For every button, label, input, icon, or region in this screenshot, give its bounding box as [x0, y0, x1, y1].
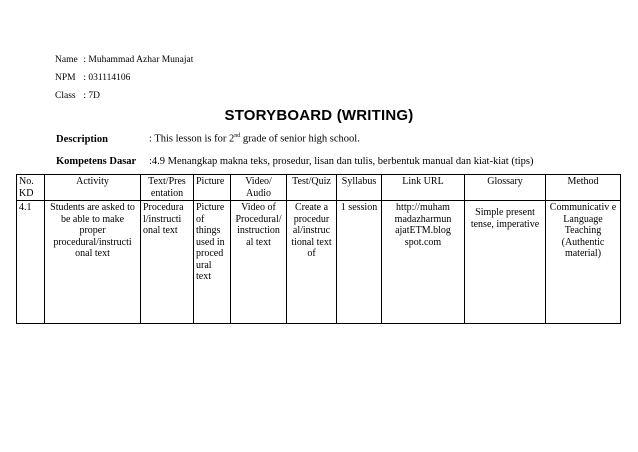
table-row — [17, 201, 621, 324]
name-line — [55, 55, 193, 65]
header-cell: Link URL — [382, 175, 465, 201]
header-cell: No. KD — [17, 175, 45, 201]
table-cell: 1 session — [337, 201, 382, 324]
header-cell: Test/Quiz — [287, 175, 337, 201]
page-title: STORYBOARD (WRITING) — [224, 107, 414, 124]
header-cell: Method — [546, 175, 621, 201]
table-cell: http://muham madazharmun ajatETM.blog spot.com — [382, 201, 465, 324]
table-cell: Communicativ e Language Teaching (Authentic material) — [546, 201, 621, 324]
name-value: : Muhammad Azhar Munajat — [83, 55, 194, 65]
kompetens-label: Kompetens Dasar — [56, 156, 137, 167]
description-line — [56, 133, 360, 145]
header-cell: Glossary — [465, 175, 546, 201]
storyboard-table — [16, 174, 621, 324]
npm-label: NPM — [55, 73, 76, 83]
header-cell: Picture — [194, 175, 231, 201]
table-cell: Students are asked to be able to make proper procedural/instructi onal text — [45, 201, 141, 324]
kompetens-line — [56, 156, 534, 167]
description-text-before: : This lesson is for 2 — [149, 133, 235, 145]
name-label: Name — [55, 55, 78, 65]
npm-line — [55, 73, 130, 83]
class-value: : 7D — [83, 91, 100, 101]
table-cell: 4.1 — [17, 201, 45, 324]
class-label: Class — [55, 91, 76, 101]
table-header-row — [17, 175, 621, 201]
table-cell: Procedura l/instructi onal text — [141, 201, 194, 324]
class-line — [55, 91, 100, 101]
npm-value: : 031114106 — [83, 73, 131, 83]
table-cell: Create a procedur al/instruc tional text of — [287, 201, 337, 324]
description-text-after: grade of senior high school. — [240, 133, 360, 145]
description-sup: nd — [234, 133, 241, 139]
header-cell: Video/ Audio — [231, 175, 287, 201]
description-label: Description — [56, 133, 108, 145]
table-cell: Picture of things used in proced ural text — [194, 201, 231, 324]
table-cell: Video of Procedural/ instruction al text — [231, 201, 287, 324]
table-cell: Simple present tense, imperative — [465, 201, 546, 324]
header-cell: Activity — [45, 175, 141, 201]
header-cell: Text/Pres entation — [141, 175, 194, 201]
header-cell: Syllabus — [337, 175, 382, 201]
kompetens-text: :4.9 Menangkap makna teks, prosedur, lisan dan tulis, berbentuk manual dan kiat-kiat (tips) — [149, 156, 534, 167]
